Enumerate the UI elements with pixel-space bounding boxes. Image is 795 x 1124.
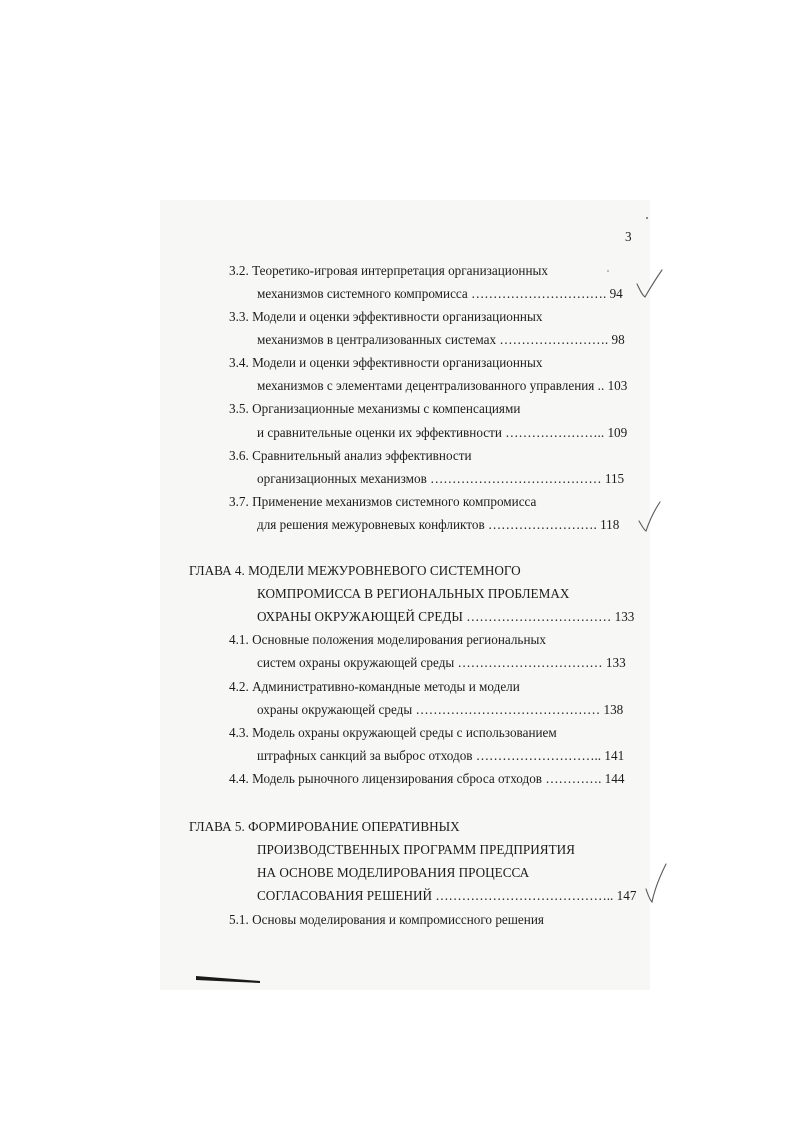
toc-entry-3-4-page: 103	[607, 378, 628, 393]
chapter-4-page: 133	[614, 609, 635, 624]
chapter-5-heading-line4: СОГЛАСОВАНИЯ РЕШЕНИЙ ………………………………….. 147	[257, 888, 637, 903]
toc-entry-3-6-page: 115	[604, 471, 625, 486]
toc-entry-4-1-title: 4.1. Основные положения моделирования региональных	[229, 632, 546, 647]
toc-entry-3-6-title: 3.6. Сравнительный анализ эффективности	[229, 448, 472, 463]
scan-speck	[646, 217, 648, 219]
scan-artifact-bar	[196, 976, 260, 984]
chapter-4-heading-line3: ОХРАНЫ ОКРУЖАЮЩЕЙ СРЕДЫ …………………………… 133	[257, 609, 635, 624]
chapter-4-heading-line2: КОМПРОМИССА В РЕГИОНАЛЬНЫХ ПРОБЛЕМАХ	[257, 586, 570, 601]
toc-entry-4-2-title: 4.2. Административно-командные методы и модели	[229, 679, 520, 694]
toc-entry-3-2-continuation: механизмов системного компромисса …………………………. 94	[257, 286, 623, 301]
toc-entry-3-4-continuation: механизмов с элементами децентрализованного управления .. 103	[257, 378, 628, 393]
handwritten-check-icon	[636, 500, 662, 534]
toc-entry-3-5-page: 109	[607, 425, 628, 440]
chapter-5-heading-line2: ПРОИЗВОДСТВЕННЫХ ПРОГРАММ ПРЕДПРИЯТИЯ	[257, 842, 575, 857]
toc-entry-4-4: 4.4. Модель рыночного лицензирования сброса отходов …………. 144	[229, 771, 625, 786]
toc-entry-3-6-continuation: организационных механизмов ………………………………… 115	[257, 471, 625, 486]
toc-entry-4-2-continuation: охраны окружающей среды …………………………………… 138	[257, 702, 624, 717]
scan-speck	[607, 270, 609, 272]
toc-entry-3-7-page: 118	[600, 517, 620, 532]
toc-entry-3-7-title: 3.7. Применение механизмов системного компромисса	[229, 494, 537, 509]
chapter-5-heading-line3: НА ОСНОВЕ МОДЕЛИРОВАНИЯ ПРОЦЕССА	[257, 865, 530, 880]
toc-entry-3-3-page: 98	[611, 332, 625, 347]
toc-entry-3-3-continuation: механизмов в централизованных системах ……………………. 98	[257, 332, 625, 347]
toc-entry-3-3-title: 3.3. Модели и оценки эффективности организационных	[229, 309, 543, 324]
chapter-5-page: 147	[616, 888, 637, 903]
toc-entry-4-3-title: 4.3. Модель охраны окружающей среды с использованием	[229, 725, 557, 740]
toc-entry-3-4-title: 3.4. Модели и оценки эффективности организационных	[229, 355, 543, 370]
toc-entry-3-2-title: 3.2. Теоретико-игровая интерпретация организационных	[229, 263, 548, 278]
toc-entry-4-3-continuation: штрафных санкций за выброс отходов ……………………….. 141	[257, 748, 625, 763]
toc-entry-4-3-page: 141	[604, 748, 625, 763]
page-number: 3	[625, 229, 632, 244]
handwritten-check-icon	[643, 862, 669, 904]
toc-entry-3-2-page: 94	[609, 286, 623, 301]
handwritten-check-icon	[634, 268, 664, 300]
toc-entry-4-4-page: 144	[604, 771, 625, 786]
toc-entry-4-1-continuation: систем охраны окружающей среды …………………………… 133	[257, 655, 626, 670]
toc-entry-3-7-continuation: для решения межуровневых конфликтов ……………………. 118	[257, 517, 620, 532]
chapter-4-heading: ГЛАВА 4. МОДЕЛИ МЕЖУРОВНЕВОГО СИСТЕМНОГО	[189, 563, 521, 578]
toc-entry-5-1-title: 5.1. Основы моделирования и компромиссного решения	[229, 912, 544, 927]
toc-entry-3-5-title: 3.5. Организационные механизмы с компенсациями	[229, 401, 521, 416]
toc-entry-4-2-page: 138	[603, 702, 624, 717]
toc-entry-3-5-continuation: и сравнительные оценки их эффективности ………………….. 109	[257, 425, 628, 440]
toc-entry-4-1-page: 133	[605, 655, 626, 670]
chapter-5-heading: ГЛАВА 5. ФОРМИРОВАНИЕ ОПЕРАТИВНЫХ	[189, 819, 460, 834]
